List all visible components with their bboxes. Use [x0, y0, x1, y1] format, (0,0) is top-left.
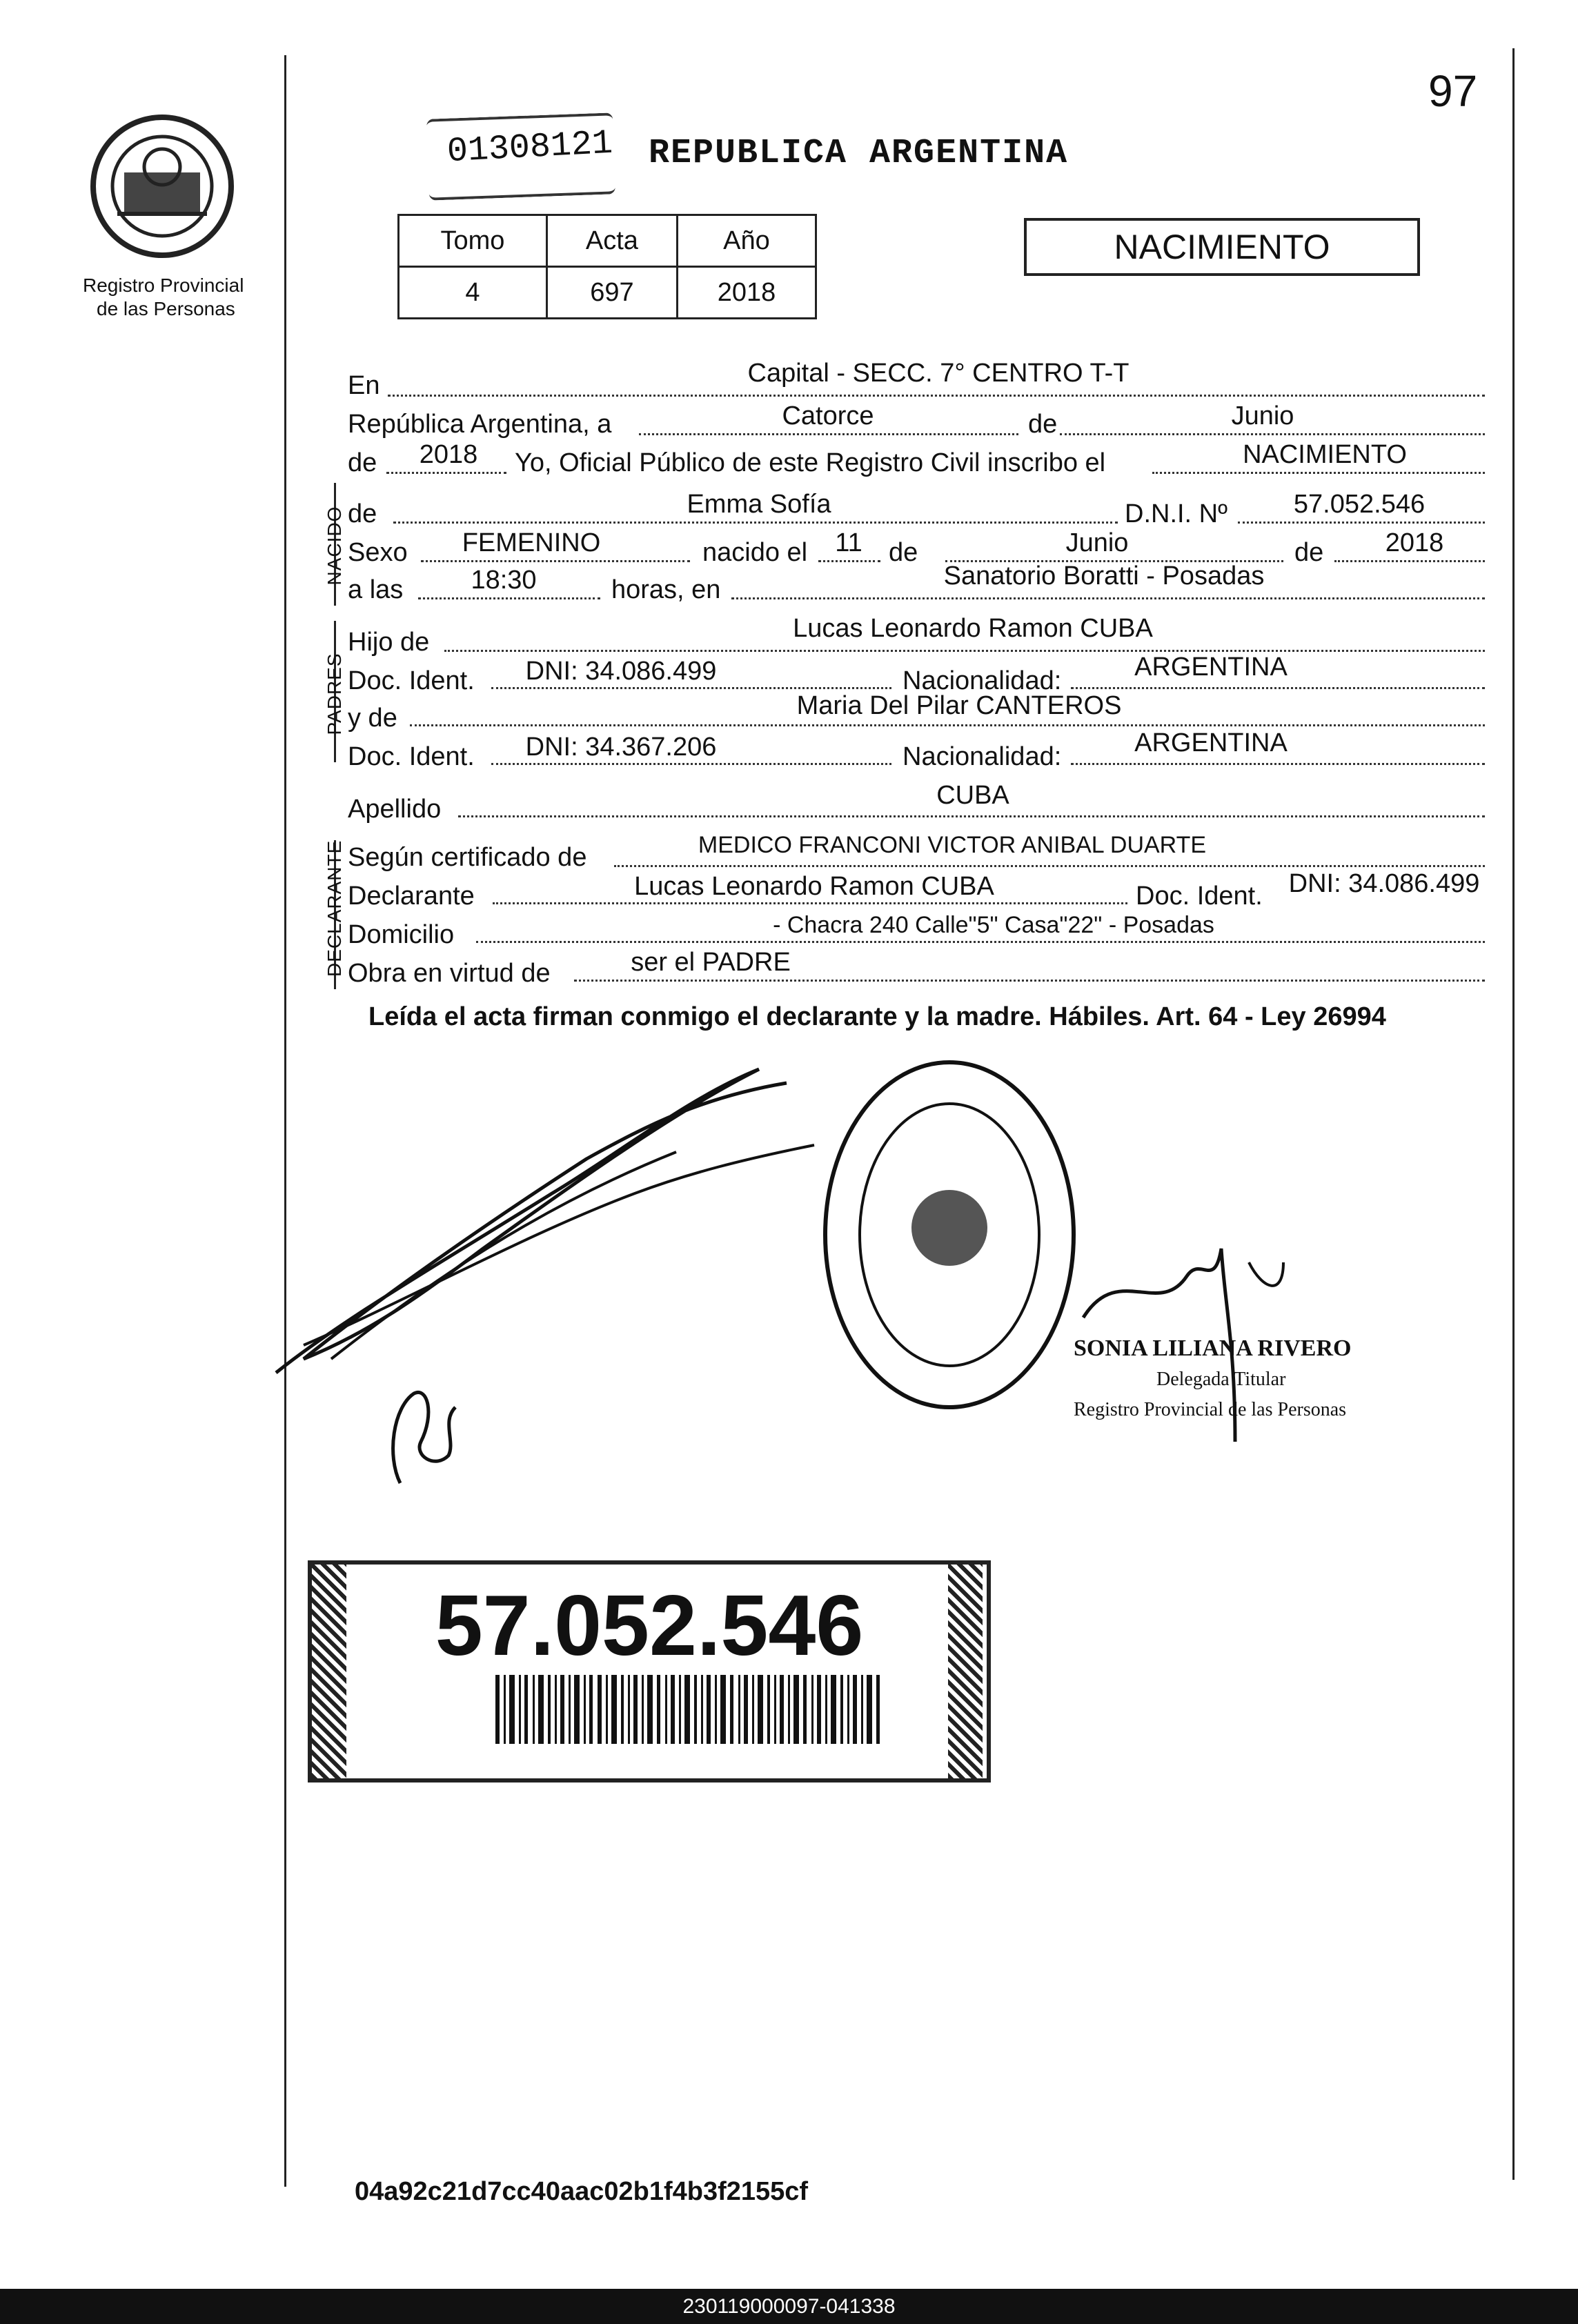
child-name: Emma Sofía [687, 490, 831, 519]
province-logo [83, 110, 241, 276]
act-type-box: NACIMIENTO [1024, 218, 1420, 276]
nacido-label: nacido el [702, 538, 808, 567]
cert-dots [614, 865, 1485, 867]
year-value: 2018 [419, 440, 478, 469]
sexo-dots [421, 560, 690, 562]
page-border [1512, 48, 1515, 2180]
mother-nat-label: Nacionalidad: [903, 742, 1062, 771]
mother-nat-dots [1071, 763, 1485, 765]
day-dots [639, 433, 1018, 435]
child-dots [393, 522, 1118, 524]
signatory-role: Delegada Titular [1156, 1369, 1286, 1390]
obra-value: ser el PADRE [631, 948, 791, 977]
de-label-1: de [1028, 410, 1058, 439]
father-doc-label: Doc. Ident. [348, 666, 475, 695]
birthyear-dots [1334, 560, 1485, 562]
father-doc: DNI: 34.086.499 [525, 657, 717, 686]
month-dots [1060, 433, 1485, 435]
dni-sticker [308, 1560, 991, 1782]
de-label-3: de [1294, 538, 1324, 567]
mother-doc-label: Doc. Ident. [348, 742, 475, 771]
time-value: 18:30 [471, 566, 537, 595]
legal-legend: Leída el acta firman conmigo el declarante y la madre. Hábiles. Art. 64 - Ley 26994 [368, 1002, 1386, 1031]
footer-bar [0, 2289, 1578, 2324]
father-name: Lucas Leonardo Ramon CUBA [793, 614, 1153, 643]
domicilio-dots [476, 941, 1485, 943]
horas-label: horas, en [611, 575, 721, 604]
register-value-row [399, 267, 816, 319]
dni-dots [1238, 522, 1485, 524]
cert-label: Según certificado de [348, 843, 587, 872]
dni-big-number: 57.052.546 [435, 1578, 864, 1674]
de-label-2: de [889, 538, 918, 567]
cert-value: MEDICO FRANCONI VICTOR ANIBAL DUARTE [698, 832, 1207, 858]
mother-signature [373, 1380, 469, 1490]
place-dots [731, 597, 1485, 599]
footer-code: 230119000097-041338 [682, 2294, 896, 2318]
sexo-label: Sexo [348, 538, 408, 567]
father-nat-label: Nacionalidad: [903, 666, 1062, 695]
mother-dots [410, 724, 1485, 726]
section-label-declarante: DECLARANTE [324, 840, 345, 977]
sexo-value: FEMENINO [462, 528, 601, 557]
birth-month: Junio [1065, 528, 1129, 557]
mother-doc: DNI: 34.367.206 [525, 733, 717, 762]
inscribe-value: NACIMIENTO [1243, 440, 1407, 469]
hijo-label: Hijo de [348, 628, 430, 657]
declarante-dots [493, 902, 1127, 904]
en-value: Capital - SECC. 7° CENTRO T-T [747, 359, 1130, 388]
mother-doc-dots [491, 763, 891, 765]
official-seal [818, 1055, 1081, 1414]
father-dots [444, 650, 1485, 652]
father-nat-dots [1071, 687, 1485, 689]
decl-doc-label: Doc. Ident. [1136, 882, 1263, 911]
mother-nat: ARGENTINA [1134, 728, 1288, 757]
dni-value: 57.052.546 [1293, 490, 1426, 519]
declarante-label: Declarante [348, 882, 475, 911]
page-number: 97 [1428, 66, 1478, 116]
time-dots [418, 597, 600, 599]
stamp-number: 01308121 [446, 123, 614, 172]
day-value: Catorce [782, 401, 874, 430]
stamp-frame [426, 112, 615, 200]
child-prefix: de [348, 499, 377, 528]
obra-dots [574, 980, 1485, 982]
birth-day: 11 [835, 528, 862, 557]
domicilio-label: Domicilio [348, 920, 455, 949]
section-label-padres: PADRES [324, 653, 345, 735]
acta-header: Acta [546, 215, 677, 267]
year-prefix: de [348, 448, 377, 477]
signatory-name: SONIA LILIANA RIVERO [1074, 1335, 1352, 1361]
register-header-row [399, 215, 816, 267]
logo-caption-line2: de las Personas [97, 298, 235, 319]
dni-label: D.N.I. Nº [1125, 499, 1227, 528]
signatory-office: Registro Provincial de las Personas [1074, 1399, 1347, 1420]
obra-label: Obra en virtud de [348, 959, 551, 988]
year-dots [386, 472, 506, 474]
mother-name: Maria Del Pilar CANTEROS [796, 691, 1122, 720]
month-value: Junio [1231, 401, 1294, 430]
alas-label: a las [348, 575, 404, 604]
birth-year: 2018 [1385, 528, 1444, 557]
en-dots [388, 395, 1485, 397]
place-value: Sanatorio Boratti - Posadas [943, 562, 1265, 590]
logo-caption-line1: Registro Provincial [83, 275, 244, 296]
tomo-value: 4 [399, 267, 547, 319]
inscribe-dots [1152, 472, 1485, 474]
section-label-nacido: NACIDO [324, 506, 345, 586]
birthday-dots [818, 560, 880, 562]
father-nat: ARGENTINA [1134, 653, 1288, 682]
father-doc-dots [491, 687, 891, 689]
anio-value: 2018 [677, 267, 816, 319]
apellido-dots [458, 815, 1485, 817]
domicilio-value: - Chacra 240 Calle"5" Casa"22" - Posadas [773, 912, 1214, 938]
declarant-signature [262, 1055, 828, 1387]
anio-header: Año [677, 215, 816, 267]
tomo-header: Tomo [399, 215, 547, 267]
document-hash: 04a92c21d7cc40aac02b1f4b3f2155cf [355, 2177, 809, 2206]
acta-value: 697 [546, 267, 677, 319]
register-table [397, 214, 817, 319]
declarante-value: Lucas Leonardo Ramon CUBA [634, 872, 994, 901]
apellido-label: Apellido [348, 795, 442, 824]
decl-doc-value: DNI: 34.086.499 [1288, 869, 1480, 898]
en-label: En [348, 371, 380, 400]
barcode [495, 1675, 882, 1744]
apellido-value: CUBA [936, 781, 1009, 810]
country-title: REPUBLICA ARGENTINA [649, 134, 1069, 173]
oficial-text: Yo, Oficial Público de este Registro Civil inscribo el [515, 448, 1106, 477]
yde-label: y de [348, 704, 397, 733]
republica-label: República Argentina, a [348, 410, 612, 439]
